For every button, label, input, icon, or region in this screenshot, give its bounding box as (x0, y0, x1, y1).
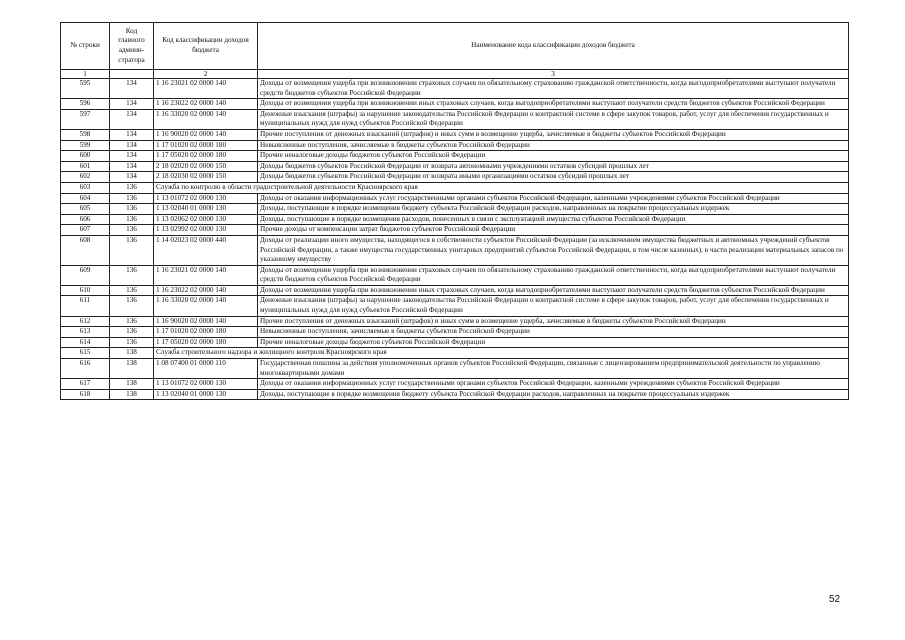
document-page (60, 22, 848, 400)
code-name-cell: Доходы, поступающие в порядке возмещения расходов, понесенных в связи с эксплуатацией имущества субъектов Российской Федерации (258, 214, 849, 225)
table-row (61, 172, 849, 183)
table-row (61, 109, 849, 129)
table-row (61, 389, 849, 400)
table-row (61, 79, 849, 99)
table-row (61, 316, 849, 327)
admin-code-cell: 136 (110, 285, 154, 296)
page-number: 52 (829, 594, 841, 605)
classification-code-cell: 1 16 33020 02 0000 140 (154, 296, 258, 316)
row-number-cell: 609 (61, 265, 110, 285)
row-number-cell: 612 (61, 316, 110, 327)
header-code-name: Наименование кода классификации доходов бюджета (258, 23, 849, 70)
header-admin-code: Код главного админи-стратора (110, 23, 154, 70)
row-number-cell: 596 (61, 99, 110, 110)
admin-code-cell: 136 (110, 296, 154, 316)
classification-code-cell: 1 16 23022 02 0000 140 (154, 285, 258, 296)
table-row (61, 140, 849, 151)
header-col-number (110, 70, 154, 79)
admin-code-cell: 134 (110, 161, 154, 172)
table-row (61, 225, 849, 236)
agency-name-cell: Служба строительного надзора и жилищного контроля Красноярского края (154, 348, 849, 359)
header-row-number: № строки (61, 23, 110, 70)
admin-code-cell: 134 (110, 140, 154, 151)
classification-code-cell: 1 16 23022 02 0000 140 (154, 99, 258, 110)
code-name-cell: Прочие неналоговые доходы бюджетов субъектов Российской Федерации (258, 337, 849, 348)
code-name-cell: Доходы бюджетов субъектов Российской Федерации от возврата автономными учреждениями остатков субсидий прошлых лет (258, 161, 849, 172)
admin-code-cell: 134 (110, 109, 154, 129)
classification-code-cell: 1 17 05020 02 0000 180 (154, 151, 258, 162)
code-name-cell: Прочие доходы от компенсации затрат бюджетов субъектов Российской Федерации (258, 225, 849, 236)
row-number-cell: 606 (61, 214, 110, 225)
row-number-cell: 614 (61, 337, 110, 348)
table-row (61, 193, 849, 204)
classification-code-cell: 1 17 01020 02 0000 180 (154, 140, 258, 151)
row-number-cell: 603 (61, 182, 110, 193)
classification-code-cell: 1 14 02023 02 0000 440 (154, 235, 258, 265)
table-row (61, 379, 849, 390)
code-name-cell: Доходы от возмещения ущерба при возникновении страховых случаев по обязательному страхованию гражданской ответственности, когда выгодоприобретателями выступают получатели средств бюджетов субъектов Российской Федерации (258, 79, 849, 99)
row-number-cell: 601 (61, 161, 110, 172)
revenue-classification-table (60, 22, 849, 400)
table-row (61, 151, 849, 162)
admin-code-cell: 136 (110, 316, 154, 327)
row-number-cell: 598 (61, 129, 110, 140)
classification-code-cell: 1 13 02040 01 0000 130 (154, 389, 258, 400)
admin-code-cell: 134 (110, 151, 154, 162)
table-row (61, 285, 849, 296)
code-name-cell: Невыясненные поступления, зачисляемые в бюджеты субъектов Российской Федерации (258, 140, 849, 151)
row-number-cell: 613 (61, 327, 110, 338)
row-number-cell: 602 (61, 172, 110, 183)
code-name-cell: Доходы от возмещения ущерба при возникновении страховых случаев по обязательному страхованию гражданской ответственности, когда выгодоприобретателями выступают получатели средств бюджетов субъектов Российской Федерации (258, 265, 849, 285)
row-number-cell: 618 (61, 389, 110, 400)
admin-code-cell: 136 (110, 204, 154, 215)
row-number-cell: 604 (61, 193, 110, 204)
code-name-cell: Доходы бюджетов субъектов Российской Федерации от возврата иными организациями остатков субсидий прошлых лет (258, 172, 849, 183)
code-name-cell: Денежные взыскания (штрафы) за нарушение законодательства Российской Федерации о контрактной системе в сфере закупок товаров, работ, услуг для обеспечения государственных и муниципальных нужд для нужд субъектов Российской Федерации (258, 296, 849, 316)
agency-name-cell: Служба по контролю в области градостроительной деятельности Красноярского края (154, 182, 849, 193)
classification-code-cell: 1 16 33020 02 0000 140 (154, 109, 258, 129)
code-name-cell: Доходы от возмещения ущерба при возникновении иных страховых случаев, когда выгодоприобретателями выступают получатели средств бюджетов субъектов Российской Федерации (258, 285, 849, 296)
table-row (61, 296, 849, 316)
table-row (61, 129, 849, 140)
admin-code-cell: 134 (110, 79, 154, 99)
table-row (61, 337, 849, 348)
code-name-cell: Прочие неналоговые доходы бюджетов субъектов Российской Федерации (258, 151, 849, 162)
table-row (61, 235, 849, 265)
header-col-number: 3 (258, 70, 849, 79)
row-number-cell: 611 (61, 296, 110, 316)
table-body (61, 79, 849, 400)
table-row (61, 214, 849, 225)
row-number-cell: 597 (61, 109, 110, 129)
admin-code-cell: 136 (110, 193, 154, 204)
admin-code-cell: 138 (110, 359, 154, 379)
row-number-cell: 607 (61, 225, 110, 236)
row-number-cell: 615 (61, 348, 110, 359)
code-name-cell: Доходы от оказания информационных услуг государственными органами субъектов Российской Федерации, казенными учреждениями субъектов Российской Федерации (258, 379, 849, 390)
classification-code-cell: 1 16 23021 02 0000 140 (154, 265, 258, 285)
code-name-cell: Невыясненные поступления, зачисляемые в бюджеты субъектов Российской Федерации (258, 327, 849, 338)
classification-code-cell: 1 08 07400 01 0000 110 (154, 359, 258, 379)
admin-code-cell: 134 (110, 99, 154, 110)
table-header (61, 23, 849, 79)
code-name-cell: Доходы, поступающие в порядке возмещения бюджету субъекта Российской Федерации расходов, направленных на покрытие процессуальных издержек (258, 389, 849, 400)
row-number-cell: 617 (61, 379, 110, 390)
admin-code-cell: 134 (110, 172, 154, 183)
code-name-cell: Денежные взыскания (штрафы) за нарушение законодательства Российской Федерации о контрактной системе в сфере закупок товаров, работ, услуг для обеспечения государственных и муниципальных нужд для нужд субъектов Российской Федерации (258, 109, 849, 129)
table-row (61, 265, 849, 285)
row-number-cell: 600 (61, 151, 110, 162)
admin-code-cell: 136 (110, 327, 154, 338)
admin-code-cell: 136 (110, 235, 154, 265)
table-row (61, 182, 849, 193)
row-number-cell: 608 (61, 235, 110, 265)
classification-code-cell: 1 13 02040 01 0000 130 (154, 204, 258, 215)
code-name-cell: Доходы от оказания информационных услуг государственными органами субъектов Российской Федерации, казенными учреждениями субъектов Российской Федерации (258, 193, 849, 204)
classification-code-cell: 1 17 05020 02 0000 180 (154, 337, 258, 348)
classification-code-cell: 2 18 02030 02 0000 150 (154, 172, 258, 183)
code-name-cell: Доходы от реализации иного имущества, находящегося в собственности субъектов Российской Федерации (за исключением имущества бюджетных и автономных учреждений субъектов Российской Федерации, а также имущества государственных унитарных предприятий субъектов Российской Федерации, в том числе казенных), в части реализации материальных запасов по указанному имуществу (258, 235, 849, 265)
classification-code-cell: 1 17 01020 02 0000 180 (154, 327, 258, 338)
row-number-cell: 599 (61, 140, 110, 151)
code-name-cell: Прочие поступления от денежных взысканий (штрафов) и иных сумм в возмещение ущерба, зачисляемые в бюджеты субъектов Российской Федерации (258, 316, 849, 327)
admin-code-cell: 136 (110, 182, 154, 193)
admin-code-cell: 136 (110, 225, 154, 236)
code-name-cell: Прочие поступления от денежных взысканий (штрафов) и иных сумм в возмещение ущерба, зачисляемые в бюджеты субъектов Российской Федерации (258, 129, 849, 140)
table-row (61, 161, 849, 172)
row-number-cell: 610 (61, 285, 110, 296)
table-row (61, 99, 849, 110)
admin-code-cell: 134 (110, 129, 154, 140)
code-name-cell: Доходы, поступающие в порядке возмещения бюджету субъекта Российской Федерации расходов, направленных на покрытие процессуальных издержек (258, 204, 849, 215)
table-row (61, 204, 849, 215)
classification-code-cell: 1 13 01072 02 0000 130 (154, 379, 258, 390)
header-col-number: 1 (61, 70, 110, 79)
classification-code-cell: 1 13 01072 02 0000 130 (154, 193, 258, 204)
classification-code-cell: 1 13 02062 02 0000 130 (154, 214, 258, 225)
table-row (61, 348, 849, 359)
admin-code-cell: 136 (110, 337, 154, 348)
header-classification-code: Код классификации доходов бюджета (154, 23, 258, 70)
row-number-cell: 616 (61, 359, 110, 379)
classification-code-cell: 1 13 02992 02 0000 130 (154, 225, 258, 236)
admin-code-cell: 136 (110, 265, 154, 285)
code-name-cell: Доходы от возмещения ущерба при возникновении иных страховых случаев, когда выгодоприобретателями выступают получатели средств бюджетов субъектов Российской Федерации (258, 99, 849, 110)
admin-code-cell: 138 (110, 389, 154, 400)
table-row (61, 327, 849, 338)
classification-code-cell: 1 16 23021 02 0000 140 (154, 79, 258, 99)
header-col-number: 2 (154, 70, 258, 79)
admin-code-cell: 138 (110, 348, 154, 359)
code-name-cell: Государственная пошлина за действия уполномоченных органов субъектов Российской Федерации, связанные с лицензированием предпринимательской деятельности по управлению многоквартирными домами (258, 359, 849, 379)
row-number-cell: 595 (61, 79, 110, 99)
classification-code-cell: 1 16 90020 02 0000 140 (154, 316, 258, 327)
admin-code-cell: 138 (110, 379, 154, 390)
classification-code-cell: 2 18 02020 02 0000 150 (154, 161, 258, 172)
classification-code-cell: 1 16 90020 02 0000 140 (154, 129, 258, 140)
row-number-cell: 605 (61, 204, 110, 215)
admin-code-cell: 136 (110, 214, 154, 225)
table-row (61, 359, 849, 379)
